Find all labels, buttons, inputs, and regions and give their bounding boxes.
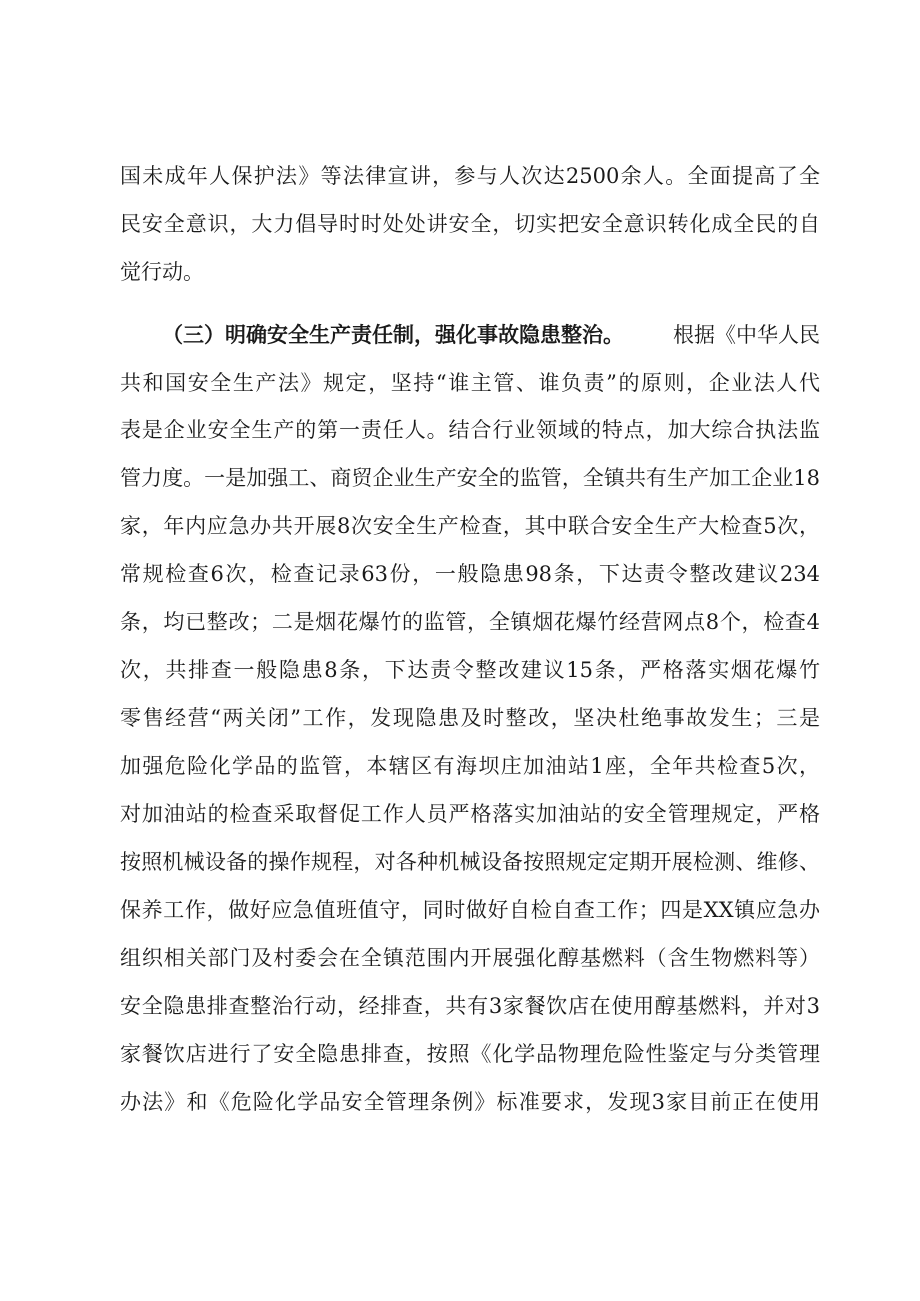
paragraph-line: 加强危险化学品的监管，本辖区有海坝庄加油站1座，全年共检查5次， (120, 754, 820, 778)
paragraph-line: 民安全意识，大力倡导时时处处讲安全，切实把安全意识转化成全民的自 (120, 212, 820, 236)
paragraph-line: 保养工作，做好应急值班值守，同时做好自检自查工作；四是XX镇应急办 (120, 898, 820, 922)
paragraph-line: 对加油站的检查采取督促工作人员严格落实加油站的安全管理规定，严格 (120, 802, 820, 826)
paragraph-line: 次，共排查一般隐患8条，下达责令整改建议15条，严格落实烟花爆竹 (120, 658, 820, 682)
paragraph-line: 办法》和《危险化学品安全管理条例》标准要求，发现3家目前正在使用 (120, 1090, 820, 1114)
paragraph-line: 安全隐患排查整治行动，经排查，共有3家餐饮店在使用醇基燃料，并对3 (120, 994, 820, 1018)
paragraph-line: 觉行动。 (120, 260, 204, 284)
paragraph-line-rest: 根据《中华人民 (673, 323, 820, 347)
paragraph-line: 管力度。一是加强工、商贸企业生产安全的监管，全镇共有生产加工企业18 (120, 466, 820, 490)
paragraph-line: 家，年内应急办共开展8次安全生产检查，其中联合安全生产大检查5次， (120, 514, 820, 538)
paragraph-line: 条，均已整改；二是烟花爆竹的监管，全镇烟花爆竹经营网点8个，检查4 (120, 610, 820, 634)
paragraph-line: 国未成年人保护法》等法律宣讲，参与人次达2500余人。全面提高了全 (120, 164, 820, 188)
paragraph-line: 表是企业安全生产的第一责任人。结合行业领域的特点，加大综合执法监 (120, 418, 820, 442)
paragraph-line: 常规检查6次，检查记录63份，一般隐患98条，下达责令整改建议234 (120, 562, 820, 586)
paragraph-line: 组织相关部门及村委会在全镇范围内开展强化醇基燃料（含生物燃料等） (120, 946, 820, 970)
paragraph-first-line (162, 320, 820, 350)
paragraph-line: 家餐饮店进行了安全隐患排查，按照《化学品物理危险性鉴定与分类管理 (120, 1042, 820, 1066)
section-heading: （三）明确安全生产责任制，强化事故隐患整治。 (162, 323, 624, 347)
paragraph-line: 零售经营“两关闭”工作，发现隐患及时整改，坚决杜绝事故发生；三是 (120, 706, 820, 730)
paragraph-line: 共和国安全生产法》规定，坚持“谁主管、谁负责”的原则，企业法人代 (120, 371, 820, 395)
paragraph-line: 按照机械设备的操作规程，对各种机械设备按照规定定期开展检测、维修、 (120, 850, 820, 874)
